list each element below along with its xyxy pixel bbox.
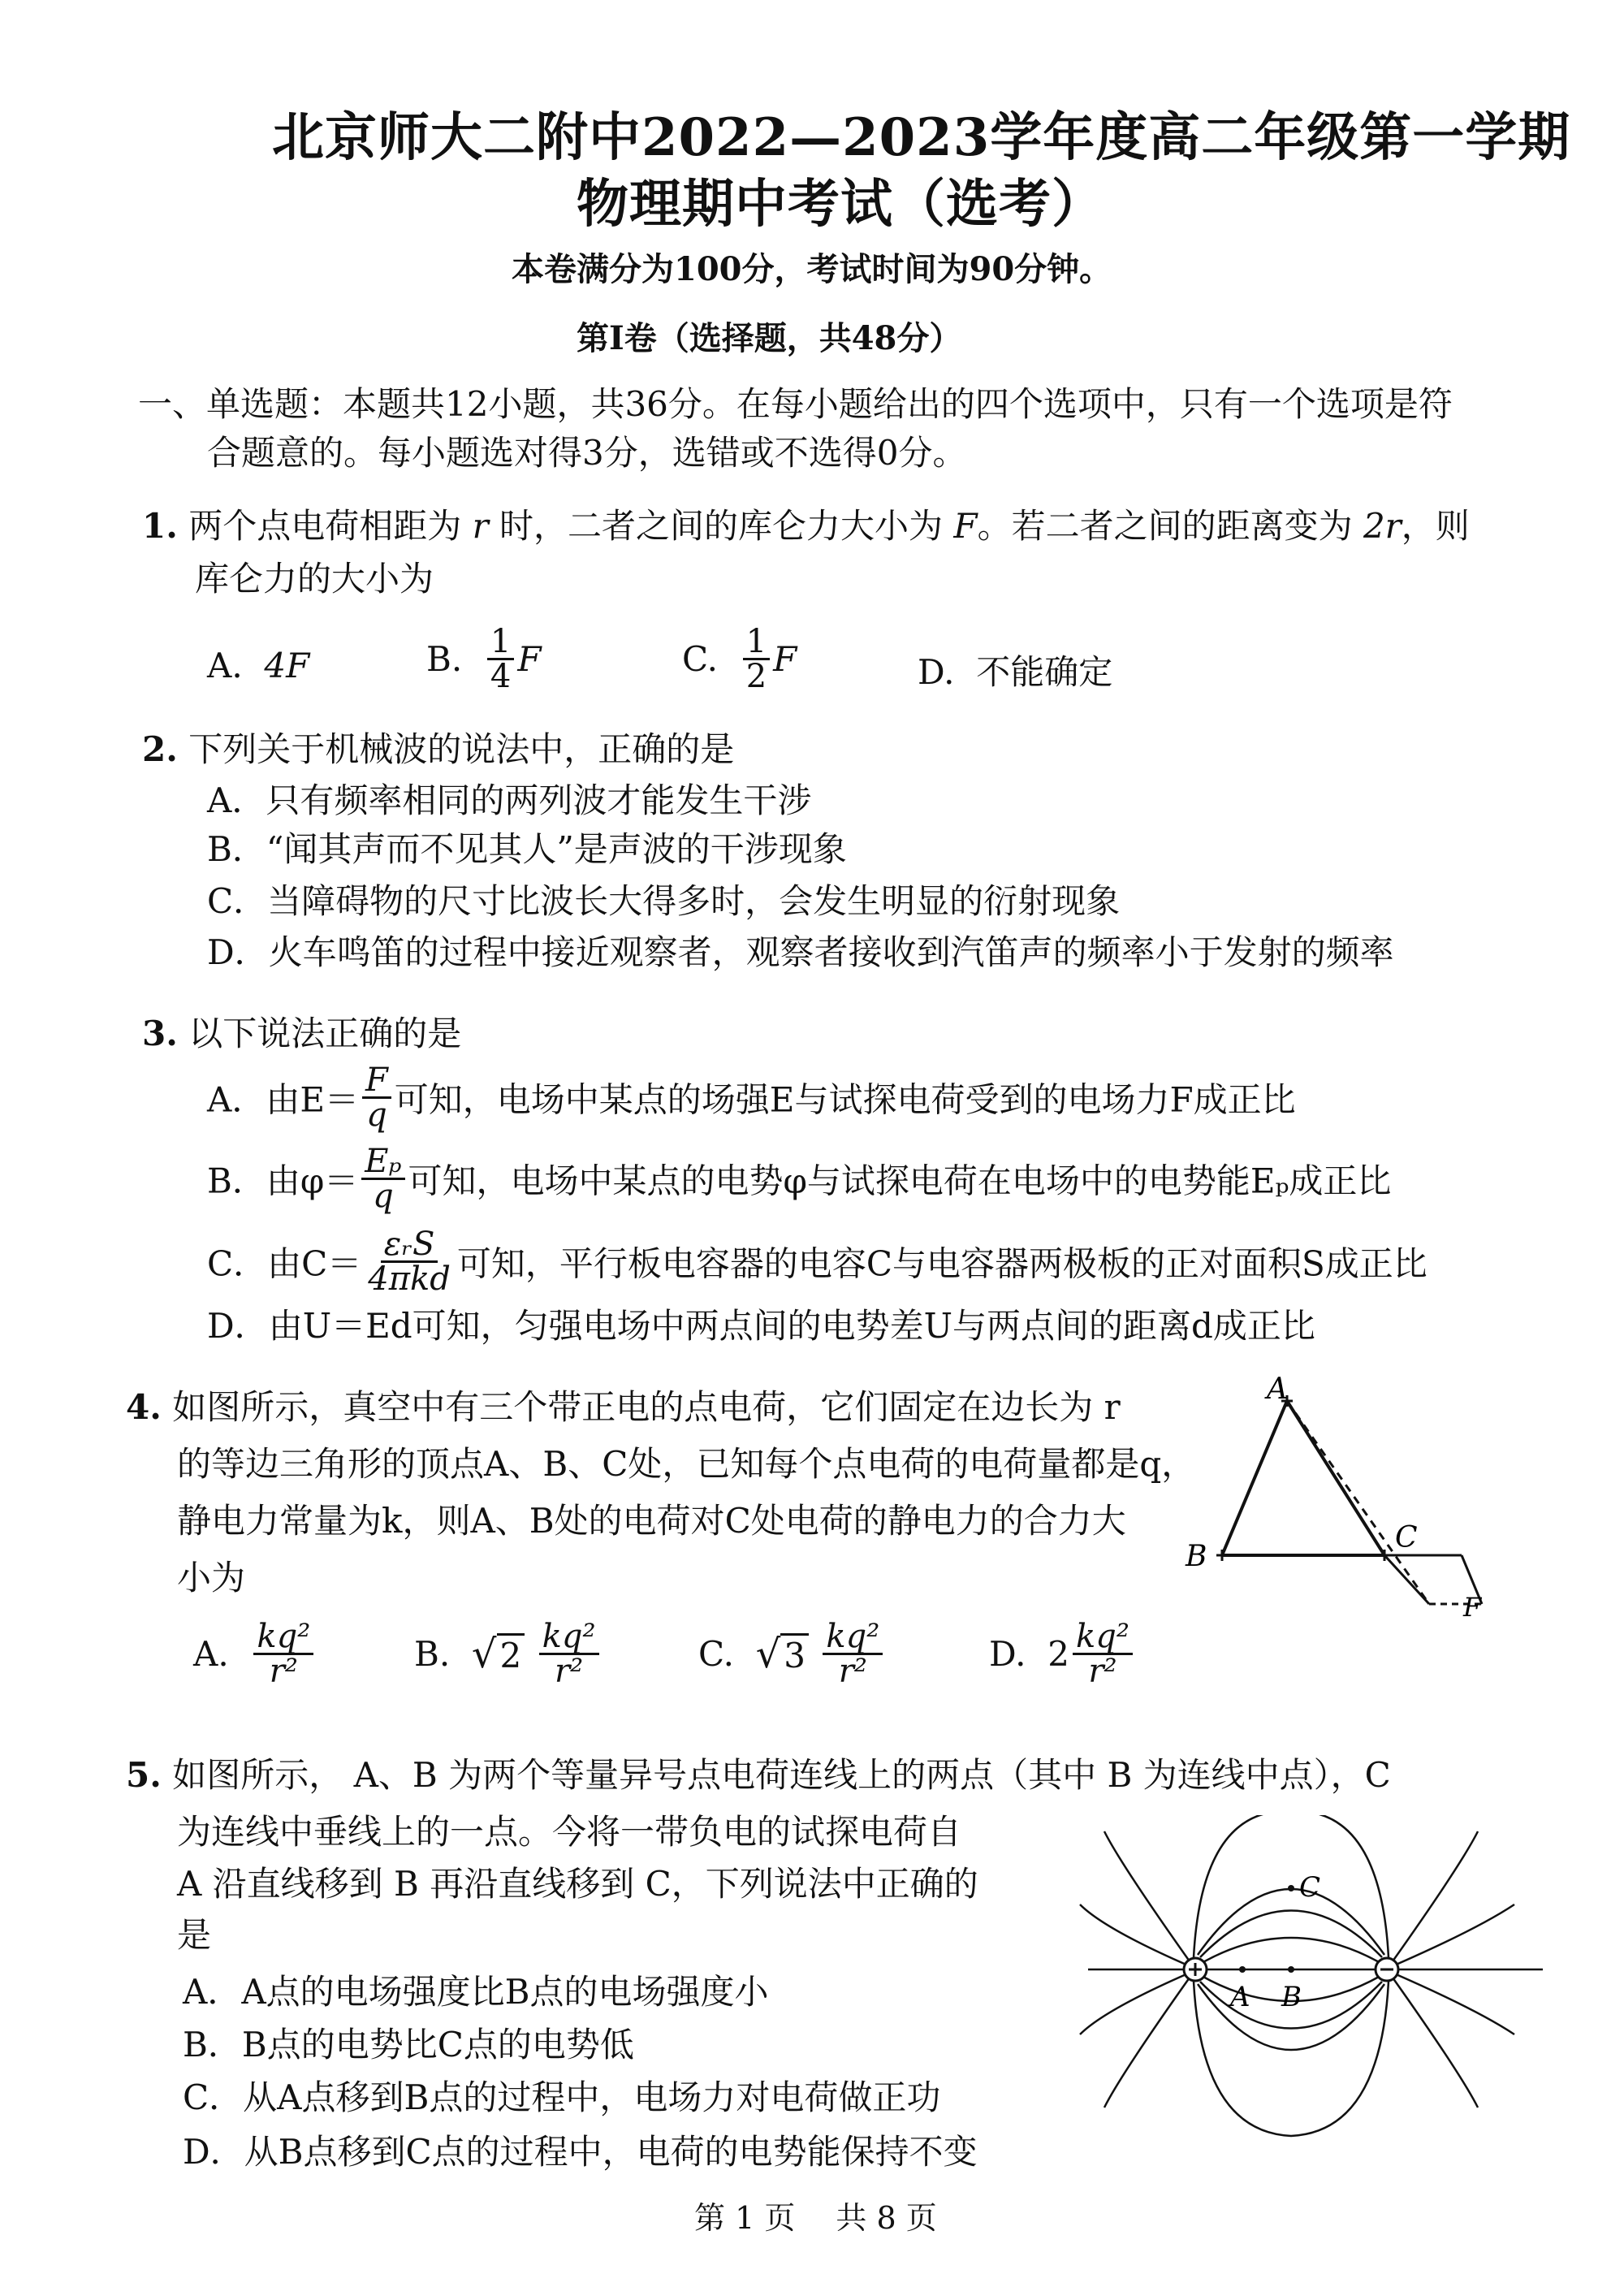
q5-text: 如图所示， A、B 为两个等量异号点电荷连线上的两点（其中 B 为连线中点），C — [172, 1755, 1391, 1795]
option-var: F — [517, 639, 542, 679]
question-4-stem-line1 — [126, 1385, 1121, 1430]
option-text: 可知，电场中某点的电势φ与试探电荷在电场中的电势能Eₚ成正比 — [408, 1161, 1392, 1201]
q1-option-a[interactable] — [207, 646, 309, 685]
dipole-field-lines-figure — [1072, 1815, 1559, 2140]
q4-option-d[interactable] — [989, 1620, 1136, 1688]
numerator: Eₚ — [361, 1145, 404, 1180]
triangle-charges-figure — [1177, 1373, 1486, 1624]
fraction — [487, 625, 514, 693]
q4-text: 如图所示，真空中有三个带正电的点电荷，它们固定在边长为 r — [172, 1387, 1121, 1427]
radicand: 2 — [497, 1633, 525, 1675]
option-text: 由U＝Ed可知，匀强电场中两点间的电势差U与两点间的距离d成正比 — [268, 1306, 1315, 1346]
denominator: q — [366, 1096, 387, 1134]
fraction — [253, 1620, 313, 1688]
denominator: r² — [554, 1653, 584, 1690]
label-c: C — [1395, 1521, 1418, 1554]
numerator: kq² — [253, 1620, 313, 1655]
point-c — [1288, 1885, 1294, 1891]
denominator: r² — [269, 1653, 298, 1690]
question-3-stem — [142, 1011, 461, 1057]
fraction — [362, 1061, 391, 1134]
question-2-stem — [142, 727, 734, 772]
option-label: D. — [989, 1634, 1026, 1674]
question-4-stem-line2: 的等边三角形的顶点A、B、C处，已知每个点电荷的电荷量都是q， — [177, 1444, 1196, 1484]
exam-title-line2: 物理期中考试（选考） — [577, 174, 1104, 235]
q3-option-b[interactable] — [207, 1145, 1391, 1213]
denominator: q — [373, 1178, 394, 1215]
q2-option-a[interactable]: A．只有频率相同的两列波才能发生干涉 — [207, 780, 812, 820]
fraction — [823, 1620, 883, 1688]
q1-option-b[interactable] — [426, 625, 542, 693]
option-var: F — [773, 639, 797, 679]
numerator: kq² — [1073, 1620, 1133, 1655]
question-5-stem-line4: 是 — [177, 1915, 212, 1955]
formula-lhs: 由E＝ — [266, 1079, 360, 1120]
option-label: C. — [682, 639, 718, 679]
q2-stem-text: 下列关于机械波的说法中，正确的是 — [188, 729, 735, 769]
label-a: A — [1230, 1981, 1250, 2013]
formula-lhs: 由φ＝ — [266, 1161, 359, 1201]
denominator: r² — [838, 1653, 867, 1690]
coefficient: 2 — [1047, 1634, 1069, 1674]
option-label: C. — [698, 1634, 734, 1674]
q4-option-a[interactable] — [193, 1620, 317, 1688]
label-b: B — [1186, 1540, 1207, 1573]
q1-option-c[interactable] — [682, 625, 797, 693]
q3-stem-text: 以下说法正确的是 — [188, 1014, 462, 1053]
q5-option-d[interactable]: D．从B点移到C点的过程中，电荷的电势能保持不变 — [183, 2132, 978, 2172]
option-label: B. — [426, 639, 463, 679]
question-5-stem-line3: A 沿直线移到 B 再沿直线移到 C，下列说法中正确的 — [177, 1864, 978, 1904]
option-label: D． — [207, 1306, 269, 1346]
fraction — [1073, 1620, 1133, 1688]
label-force-f: F — [1463, 1592, 1482, 1623]
numerator: 1 — [743, 625, 770, 660]
exam-note: 本卷满分为100分，考试时间为90分钟。 — [512, 250, 1112, 288]
q5-option-a[interactable]: A．A点的电场强度比B点的电场强度小 — [183, 1972, 769, 2012]
option-label: A. — [207, 646, 243, 685]
section-instructions-line1: 一、单选题：本题共12小题，共36分。在每小题给出的四个选项中，只有一个选项是符 — [138, 384, 1453, 424]
numerator: F — [362, 1064, 391, 1099]
triangle-side-ac — [1287, 1401, 1384, 1555]
question-number: 2. — [142, 729, 178, 769]
label-a: A — [1267, 1373, 1288, 1406]
page-number: 第 1 页 共 8 页 — [694, 2200, 937, 2236]
q3-option-d[interactable] — [207, 1303, 1315, 1349]
force-direction-dashed — [1287, 1401, 1429, 1604]
numerator: kq² — [823, 1620, 883, 1655]
numerator: 1 — [487, 625, 514, 660]
q1-text-b: 时，二者之间的库仑力大小为 — [499, 506, 944, 546]
question-1-stem-line2: 库仑力的大小为 — [195, 559, 434, 599]
question-number: 1. — [142, 506, 178, 546]
question-number: 3. — [142, 1014, 178, 1053]
sqrt-symbol: √3 — [756, 1632, 809, 1677]
option-label: D. — [918, 652, 955, 692]
q5-option-c[interactable]: C．从A点移到B点的过程中，电场力对电荷做正功 — [183, 2077, 941, 2117]
q3-option-a[interactable] — [207, 1061, 1296, 1134]
question-5-stem-line1 — [126, 1753, 1391, 1798]
label-b: B — [1281, 1981, 1302, 2013]
option-label: A． — [207, 1079, 266, 1120]
q1-text-a: 两个点电荷相距为 — [188, 506, 462, 546]
section-instructions-line2: 合题意的。每小题选对得3分，选错或不选得0分。 — [207, 433, 967, 473]
q1-var-F: F — [953, 506, 978, 546]
option-label: B． — [207, 1161, 266, 1201]
denominator: 2 — [745, 658, 767, 695]
option-label: C． — [207, 1243, 268, 1284]
q1-text-d: ，则 — [1401, 506, 1470, 546]
question-number: 5. — [126, 1755, 162, 1795]
fraction — [365, 1226, 454, 1298]
q5-option-b[interactable]: B．B点的电势比C点的电势低 — [183, 2025, 634, 2064]
fraction — [743, 625, 770, 693]
question-4-stem-line3: 静电力常量为k，则A、B处的电荷对C处电荷的静电力的合力大 — [177, 1501, 1126, 1541]
q1-text-c: 。若二者之间的距离变为 — [977, 506, 1353, 546]
q2-option-b[interactable]: B．“闻其声而不见其人”是声波的干涉现象 — [207, 829, 847, 869]
option-text: 可知，电场中某点的场强E与试探电荷受到的电场力F成正比 — [394, 1079, 1296, 1120]
question-1-stem-line1 — [142, 504, 1470, 549]
q3-option-c[interactable] — [207, 1226, 1427, 1298]
question-number: 4. — [126, 1387, 162, 1427]
denominator: r² — [1088, 1653, 1117, 1690]
fraction — [539, 1620, 599, 1688]
denominator: 4 — [490, 658, 512, 695]
triangle-side-ab — [1222, 1401, 1287, 1555]
option-text: 可知，平行板电容器的电容C与电容器两极板的正对面积S成正比 — [456, 1243, 1427, 1284]
q2-option-c[interactable]: C．当障碍物的尺寸比波长大得多时，会发生明显的衍射现象 — [207, 881, 1121, 921]
q1-option-d[interactable] — [918, 646, 1112, 694]
fraction — [361, 1145, 404, 1213]
numerator: kq² — [539, 1620, 599, 1655]
point-a — [1239, 1966, 1246, 1973]
label-c: C — [1299, 1871, 1321, 1904]
part-title: 第Ⅰ卷（选择题，共48分） — [577, 319, 962, 357]
option-value: 4F — [264, 646, 310, 685]
numerator: εᵣS — [381, 1228, 438, 1263]
radicand: 3 — [780, 1633, 809, 1675]
q1-var-2r: 2r — [1363, 506, 1402, 546]
q2-option-d[interactable]: D．火车鸣笛的过程中接近观察者，观察者接收到汽笛声的频率小于发射的频率 — [207, 932, 1394, 972]
denominator: 4πkd — [368, 1260, 451, 1298]
q4-option-c[interactable] — [698, 1620, 886, 1688]
q1-var-r: r — [472, 506, 489, 546]
option-label: A. — [193, 1634, 229, 1674]
sqrt-symbol: √2 — [472, 1632, 525, 1677]
exam-title-line1: 北京师大二附中2022—2023学年度高二年级第一学期 — [272, 107, 1571, 168]
option-value: 不能确定 — [976, 652, 1113, 692]
force-component-line — [1384, 1555, 1429, 1604]
q4-option-b[interactable] — [414, 1620, 603, 1688]
option-label: B. — [414, 1634, 451, 1674]
question-5-stem-line2: 为连线中垂线上的一点。今将一带负电的试探电荷自 — [177, 1812, 962, 1852]
point-b — [1288, 1966, 1294, 1973]
formula-lhs: 由C＝ — [267, 1243, 362, 1284]
question-4-stem-line4: 小为 — [177, 1558, 246, 1597]
